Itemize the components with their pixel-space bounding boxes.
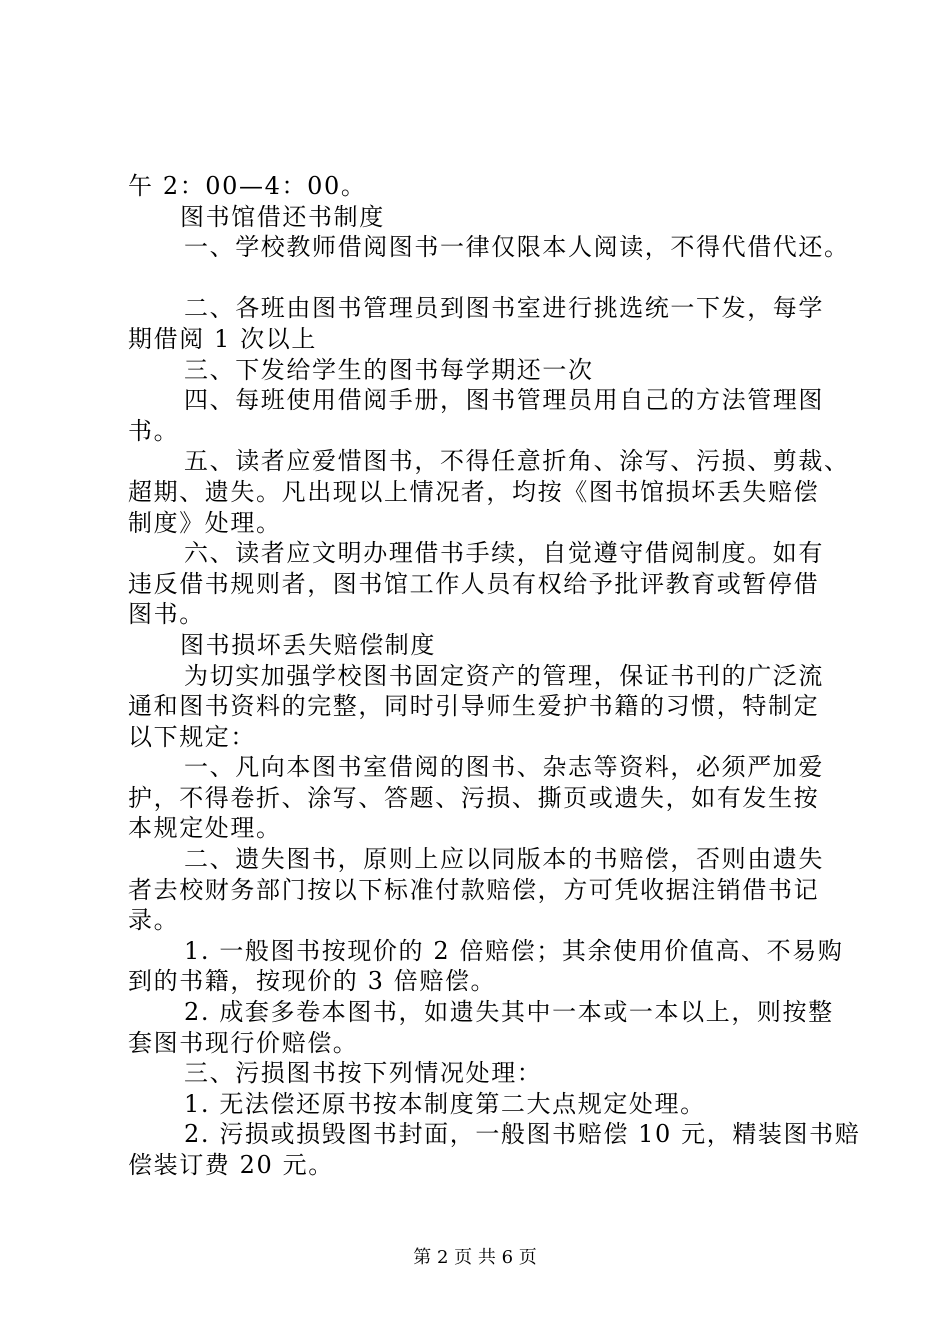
text-line: 为切实加强学校图书固定资产的管理，保证书刊的广泛流 (184, 661, 824, 690)
text-line: 套图书现行价赔偿。 (128, 1028, 359, 1057)
section-title-borrow-return: 图书馆借还书制度 (180, 202, 385, 231)
text-line: 录。 (128, 906, 180, 935)
section-title-compensation: 图书损坏丢失赔偿制度 (180, 630, 436, 659)
text-line: 者去校财务部门按以下标准付款赔偿，方可凭收据注销借书记 (128, 875, 820, 904)
text-line: 二、各班由图书管理员到图书室进行挑选统一下发，每学 (184, 294, 824, 323)
text-line: 五、读者应爱惜图书，不得任意折角、涂写、污损、剪裁、 (184, 447, 850, 476)
text-line: 制度》处理。 (128, 508, 282, 537)
text-line: 护，不得卷折、涂写、答题、污损、撕页或遗失，如有发生按 (128, 783, 820, 812)
text-line: 违反借书规则者，图书馆工作人员有权给予批评教育或暂停借 (128, 569, 820, 598)
text-line: 偿装订费 20 元。 (128, 1151, 334, 1179)
text-line: 书。 (128, 416, 180, 445)
text-line: 本规定处理。 (128, 814, 282, 843)
text-line: 2. 污损或损毁图书封面，一般图书赔偿 10 元，精装图书赔 (184, 1120, 861, 1149)
text-line: 三、下发给学生的图书每学期还一次 (184, 355, 594, 384)
blank-line (128, 263, 840, 294)
text-line: 2. 成套多卷本图书，如遗失其中一本或一本以上，则按整 (184, 998, 834, 1027)
text-line: 三、污损图书按下列情况处理： (184, 1059, 543, 1088)
text-line: 通和图书资料的完整，同时引导师生爱护书籍的习惯，特制定 (128, 692, 820, 721)
document-body (128, 171, 861, 1181)
text-line: 1. 一般图书按现价的 2 倍赔偿；其余使用价值高、不易购 (184, 936, 844, 965)
text-line: 到的书籍，按现价的 3 倍赔偿。 (128, 967, 497, 996)
text-line: 一、凡向本图书室借阅的图书、杂志等资料，必须严加爱 (184, 753, 824, 782)
text-line: 期借阅 1 次以上 (128, 324, 317, 353)
text-line: 六、读者应文明办理借书手续，自觉遵守借阅制度。如有 (184, 539, 824, 568)
text-line: 超期、遗失。凡出现以上情况者，均按《图书馆损坏丢失赔偿 (128, 477, 820, 506)
page-footer: 第 2 页 共 6 页 (413, 1247, 537, 1268)
text-line: 一、学校教师借阅图书一律仅限本人阅读，不得代借代还。 (184, 233, 850, 262)
text-line: 图书。 (128, 600, 205, 629)
text-line: 午 2：00—4：00。 (128, 172, 367, 200)
text-line: 1. 无法偿还原书按本制度第二大点规定处理。 (184, 1089, 706, 1118)
text-line: 以下规定： (128, 722, 256, 751)
text-line: 四、每班使用借阅手册，图书管理员用自己的方法管理图 (184, 386, 824, 415)
text-line: 二、遗失图书，原则上应以同版本的书赔偿，否则由遗失 (184, 845, 824, 874)
